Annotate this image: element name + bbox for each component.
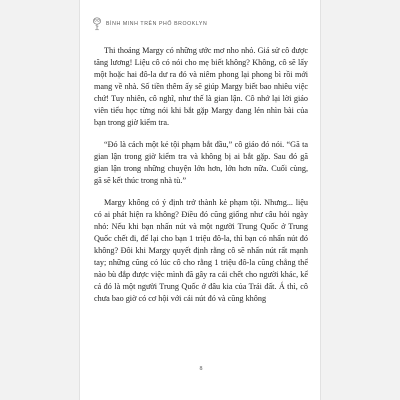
page-number: 8	[199, 366, 203, 372]
running-header-title: BÌNH MINH TRÊN PHỐ BROOKLYN	[106, 21, 208, 27]
paragraph: Thi thoảng Margy có những ước mơ nho nhỏ. Giá sử cô được tăng lương! Liệu cô có nói cho mẹ biết không? Không, cô sẽ lấy một hoặc hai đô-la dư ra đó và niêm phong lại phong bì rồi mới mang về nhà. Số tiền thêm ấy sẽ giúp Margy biết bao nhiêu việc chứ! Tuy nhiên, cô nghĩ, như thế là gian lận. Cô nhớ lại lời giáo viên tiểu học từng nói khi bắt gặp Margy đang lén nhìn bài của bạn trong giờ kiểm tra.	[94, 46, 308, 127]
running-header	[92, 17, 207, 31]
paragraph: “Đó là cách một kẻ tội phạm bắt đầu,” cô giáo đó nói. “Gã ta gian lận trong giờ kiểm tra và không bị ai bắt gặp. Sau đó gã gian lận trong những chuyện lớn hơn, lớn hơn nữa. Cuối cùng, gã sẽ kết thúc trong nhà tù.”	[94, 140, 308, 185]
paragraph: Margy không có ý định trở thành kẻ phạm tội. Nhưng... liệu có ai phát hiện ra không? Điều đó cũng giống như câu hỏi ngày nhỏ: Nếu khi bạn nhấn nút và một người Trung Quốc ở Trung Quốc chết đi, để lại cho bạn 1 triệu đô-la, thì bạn có nhấn nút đó không? Đôi khi Margy quyết định rằng cô sẽ nhấn nút rất mạnh tay; những cũng có lúc cô cho rằng 1 triệu đô-la cũng chẳng thể nào bù đắp được việc mình đã gây ra cái chết cho người khác, kể cả đó là một người Trung Quốc ở đâu kia của Trái đất. Á thì, cô chưa bao giờ có cơ hội với cái nút đó và cũng không	[94, 198, 308, 303]
tree-icon	[92, 17, 102, 31]
body-text	[94, 45, 308, 305]
book-page	[79, 0, 321, 400]
